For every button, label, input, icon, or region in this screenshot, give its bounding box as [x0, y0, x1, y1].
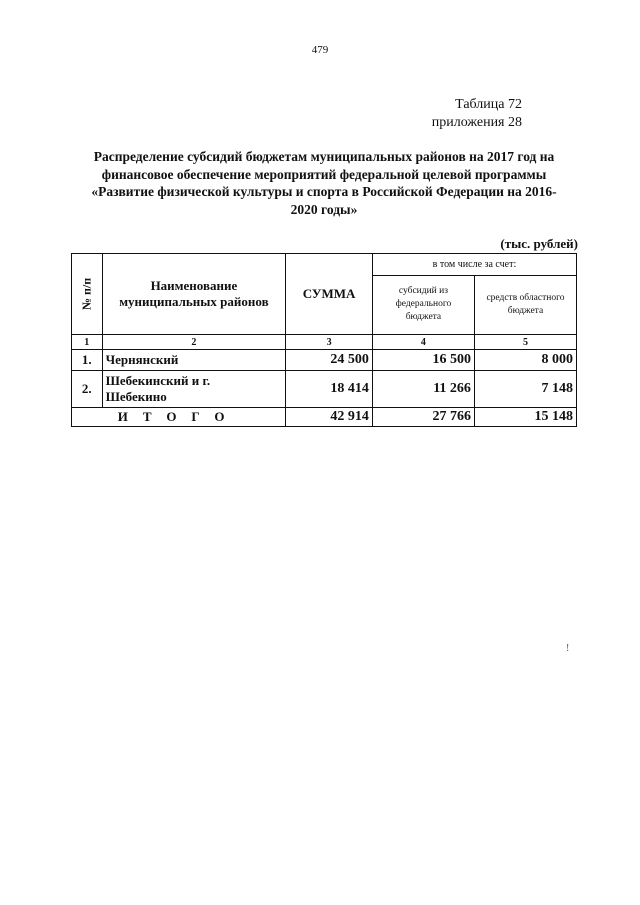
district-name-line-2: Шебекино — [105, 389, 167, 404]
column-index: 5 — [474, 335, 576, 350]
appendix-number: приложения 28 — [431, 115, 522, 130]
total-regional: 15 148 — [474, 408, 576, 427]
table-row — [72, 371, 577, 408]
header-federal-line-2: федерального — [395, 299, 452, 310]
header-including: в том числе за счет: — [372, 254, 576, 276]
table-number: Таблица 72 — [455, 97, 522, 112]
column-index: 1 — [72, 335, 103, 350]
units-label: (тыс. рублей) — [500, 236, 578, 251]
column-index: 2 — [102, 335, 286, 350]
header-name-line-2: муниципальных районов — [119, 294, 269, 309]
total-sum: 42 914 — [286, 408, 373, 427]
header-row — [72, 254, 577, 276]
column-index: 3 — [286, 335, 373, 350]
district-name — [102, 371, 286, 408]
stray-mark: ! — [566, 643, 570, 654]
header-number — [72, 254, 103, 335]
total-label: ИТОГО — [72, 408, 286, 427]
document-title — [70, 148, 578, 218]
table-row — [72, 350, 577, 371]
total-row — [72, 408, 577, 427]
column-index: 4 — [372, 335, 474, 350]
header-federal-line-3: бюджета — [405, 312, 442, 323]
row-number: 1. — [72, 350, 103, 371]
federal-value: 11 266 — [372, 371, 474, 408]
district-name-line-1: Чернянский — [105, 352, 179, 367]
sum-value: 18 414 — [286, 371, 373, 408]
header-sum: СУММА — [286, 254, 373, 335]
regional-value: 7 148 — [474, 371, 576, 408]
header-name-line-1: Наименование — [150, 278, 238, 293]
district-name-line-1: Шебекинский и г. — [105, 373, 211, 388]
header-regional-line-2: бюджета — [507, 305, 544, 316]
header-regional — [474, 275, 576, 334]
header-regional-line-1: средств областного — [486, 292, 565, 303]
table-reference — [432, 96, 522, 132]
subsidies-table — [71, 253, 577, 427]
title-line-3: «Развитие физической культуры и спорта в Российской Федерации на 2016- — [91, 184, 557, 199]
column-index-row — [72, 335, 577, 350]
header-number-label: № п/п — [79, 277, 94, 311]
header-federal — [372, 275, 474, 334]
title-line-2: финансовое обеспечение мероприятий федеральной целевой программы — [101, 166, 547, 182]
federal-value: 16 500 — [372, 350, 474, 371]
page-number: 479 — [311, 44, 329, 56]
title-line-4: 2020 годы» — [290, 201, 358, 217]
header-federal-line-1: субсидий из — [398, 286, 448, 297]
title-line-1: Распределение субсидий бюджетам муниципальных районов на 2017 год на — [93, 149, 555, 164]
header-district-name — [102, 254, 286, 335]
regional-value: 8 000 — [474, 350, 576, 371]
district-name — [102, 350, 286, 371]
row-number: 2. — [72, 371, 103, 408]
sum-value: 24 500 — [286, 350, 373, 371]
total-federal: 27 766 — [372, 408, 474, 427]
